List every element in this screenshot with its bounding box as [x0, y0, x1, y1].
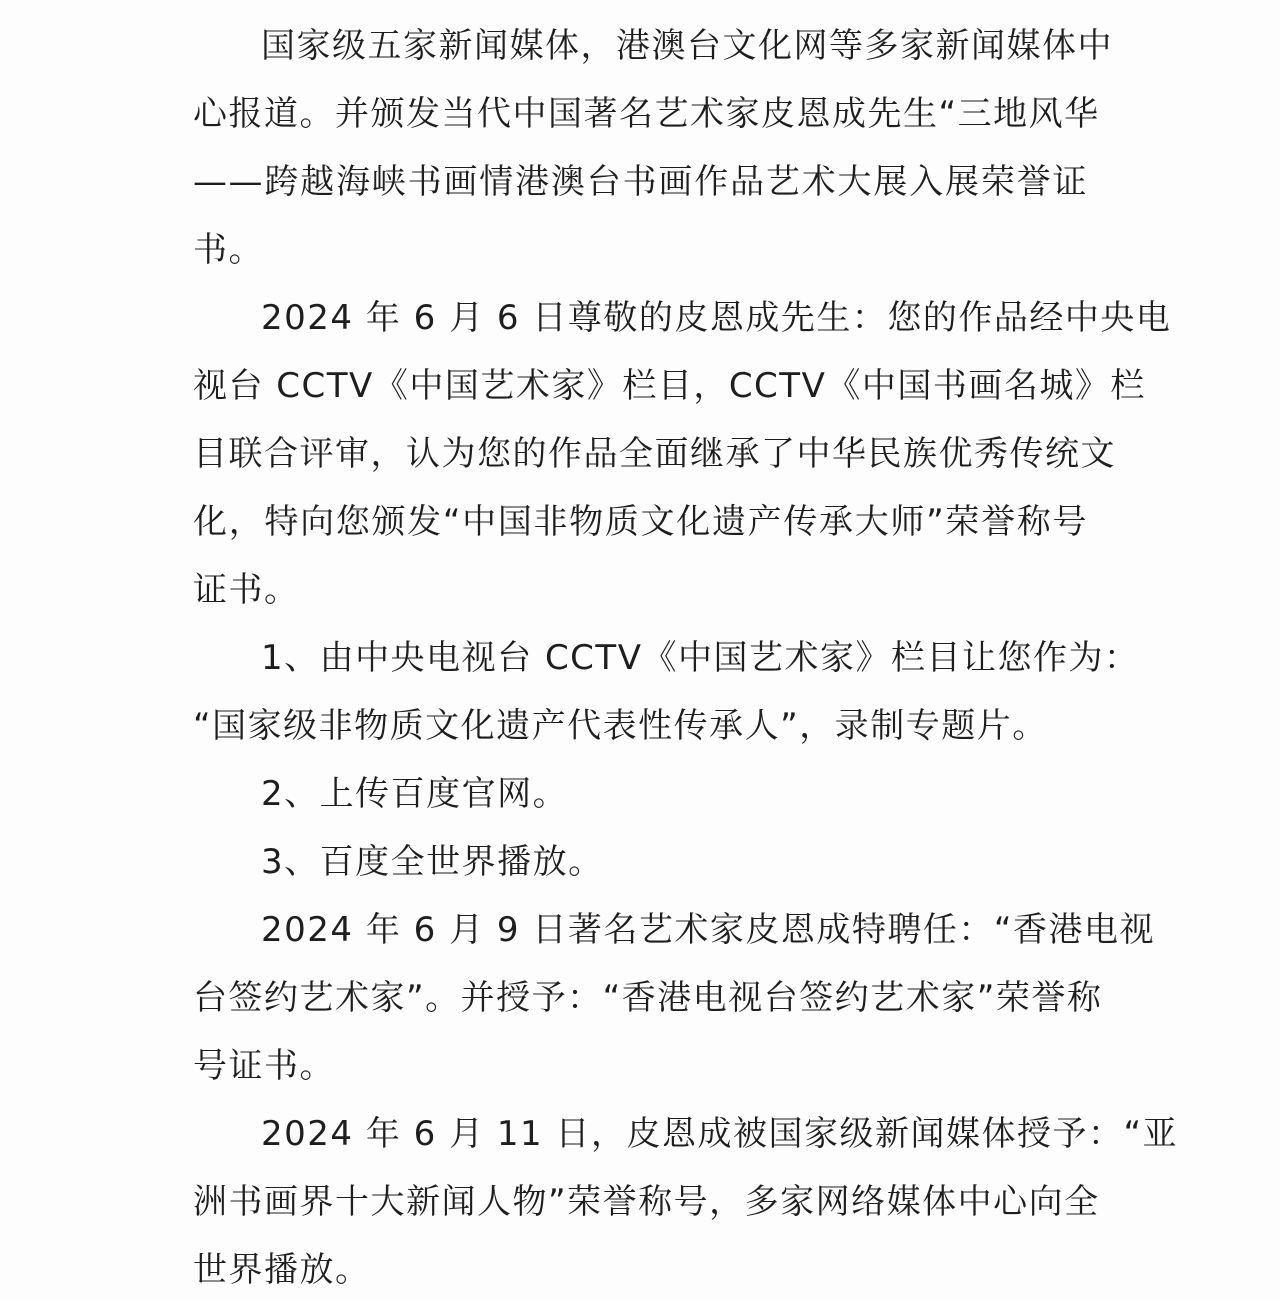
paragraph-item-2: [193, 760, 1088, 828]
paragraph-item-1: [193, 624, 1140, 760]
text-line: 目联合评审，认为您的作品全面继承了中华民族优秀传统文: [193, 434, 1116, 474]
text-line: 国家级五家新闻媒体，港澳台文化网等多家新闻媒体中: [261, 26, 1113, 66]
text-line: 证书。: [193, 570, 300, 610]
paragraph-item-3: [193, 828, 1088, 896]
paragraph-june-6-award: [193, 284, 1172, 624]
text-line: 2024 年 6 月 9 日著名艺术家皮恩成特聘任：“香港电视: [261, 910, 1155, 950]
text-line: 世界播放。: [193, 1250, 371, 1290]
text-line: 心报道。并颁发当代中国著名艺术家皮恩成先生“三地风华: [193, 94, 1100, 134]
text-line: 1、由中央电视台 CCTV《中国艺术家》栏目让您作为：: [261, 638, 1140, 678]
text-line: 视台 CCTV《中国艺术家》栏目，CCTV《中国书画名城》栏: [193, 366, 1146, 406]
text-line: 2024 年 6 月 11 日，皮恩成被国家级新闻媒体授予：“亚: [261, 1114, 1179, 1154]
paragraph-june-11-honor: [193, 1100, 1179, 1304]
paragraph-june-9-appointment: [193, 896, 1155, 1100]
text-line: 号证书。: [193, 1046, 335, 1086]
text-line: 2、上传百度官网。: [261, 774, 569, 814]
text-line: 2024 年 6 月 6 日尊敬的皮恩成先生：您的作品经中央电: [261, 298, 1172, 338]
paragraph-media-report: [193, 12, 1113, 284]
text-line: ——跨越海峡书画情港澳台书画作品艺术大展入展荣誉证: [193, 162, 1088, 202]
text-line: 洲书画界十大新闻人物”荣誉称号，多家网络媒体中心向全: [193, 1182, 1100, 1222]
text-line: 3、百度全世界播放。: [261, 842, 604, 882]
text-line: 台签约艺术家”。并授予：“香港电视台签约艺术家”荣誉称: [193, 978, 1103, 1018]
document-body: [193, 12, 1179, 1304]
text-line: 书。: [193, 230, 264, 270]
text-line: “国家级非物质文化遗产代表性传承人”，录制专题片。: [193, 706, 1048, 746]
text-line: 化，特向您颁发“中国非物质文化遗产传承大师”荣誉称号: [193, 502, 1088, 542]
